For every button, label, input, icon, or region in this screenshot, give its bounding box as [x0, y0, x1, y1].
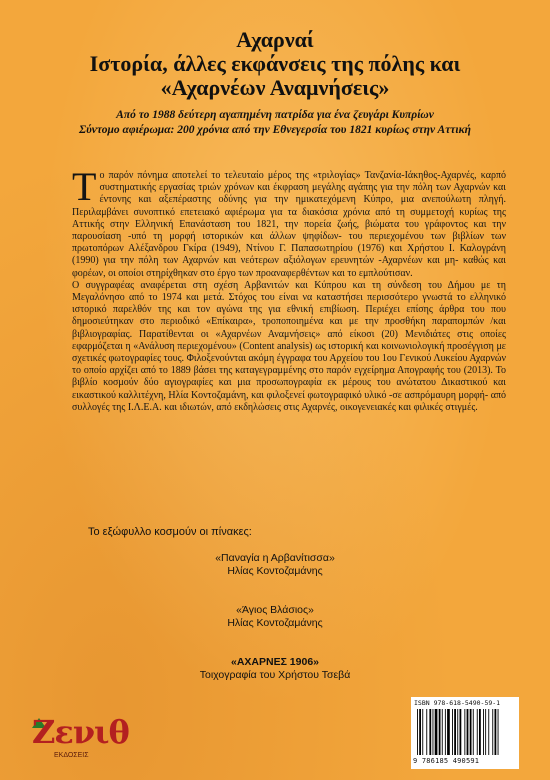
book-title-line-1: Αχαρναί [236, 27, 314, 52]
painting-title: «Άγιος Βλάσιος» [236, 604, 314, 616]
isbn-label: ISBN 978-618-5490-59-1 [414, 699, 501, 707]
painting-credit-3 [0, 656, 550, 682]
book-title-line-3: «Αχαρνέων Αναμνήσεις» [160, 75, 390, 100]
painting-credit-1 [0, 552, 550, 578]
book-title-line-2: Ιστορία, άλλες εκφάνσεις της πόλης και [89, 51, 461, 76]
barcode-digits: 9 786185 490591 [413, 757, 480, 765]
drop-cap: Τ [72, 164, 97, 209]
painting-credit-2 [0, 604, 550, 630]
blurb-paragraph-2: Ο συγγραφέας αναφέρεται στη σχέση Αρβανιτών και Κύπρου και τη σύνδεση του Δήμου με τη Μεγαλόνησο από το 1974 και μετά. Στόχος του είναι να καταστήσει περισσότερο γνωστά το ελληνικό ιστορικό παρελθόν της και τον αγώνα της για εθνική επιβίωση. Περιέχει επίσης άρθρα του που δημοσιεύτηκαν στο περιοδικό «Επίκαιρα», τροποποιημένα και με την προσθήκη παραπομπών /και βιβλιογραφίας. Παρατίθενται οι «Αχαρνέων Αναμνήσεις» από είκοσι (20) Μενιδιάτες στις οποίες εφαρμόζεται η «Ανάλυση περιεχομένου» (Content analysis) ως ιστορική και κοινωνιολογική προσέγγιση με σχετικές φωτογραφίες τους. Φιλοξενούνται ακόμη έγγραφα του Αρχείου του 1ου Γενικού Λυκείου Αχαρνών το οποίο αρχίζει από το 1889 βάσει της καταγεγραμμένης στο παρόν εγχείρημα Απογραφής του (2013). Το βιβλίο κοσμούν δύο αγιογραφίες και μια προσωπογραφία εκ μέρους του ανώτατου Δικαστικού και εικαστικού καλλιτέχνη, Ηλία Κοντοζαμάνη, και φιλοξενεί φωτογραφικό υλικό -σε ασπρόμαυρη μορφή- από συλλογές της Ι.Λ.Ε.Α. και ιδιωτών, από εκδηλώσεις στις Αχαρνές, οικογενειακές και φιλικές στιγμές. [72, 279, 506, 413]
painting-artist: Ηλίας Κοντοζαμάνης [227, 617, 323, 629]
subtitle-2: Σύντομο αφιέρωμα: 200 χρόνια από την Εθνεγερσία του 1821 κυρίως στην Αττική [78, 124, 471, 136]
cover-paintings-heading: Το εξώφυλλο κοσμούν οι πίνακες: [88, 526, 252, 538]
blurb-paragraph-1 [72, 164, 506, 280]
publisher-logo-text: Ζενιθ [32, 713, 129, 751]
painting-artist: Τοιχογραφία του Χρήστου Τσεβά [199, 669, 351, 681]
subtitle-1: Από το 1988 δεύτερη αγαπημένη πατρίδα για ένα ζευγάρι Κυπρίων [116, 109, 434, 121]
blurb-text [72, 164, 506, 414]
publisher-logo [28, 712, 129, 768]
painting-title: «Παναγία η Αρβανίτισσα» [215, 552, 335, 564]
isbn-barcode [411, 697, 519, 769]
painting-title: «ΑΧΑΡΝΕΣ 1906» [230, 656, 319, 668]
barcode-bars [417, 709, 513, 755]
title-block [0, 28, 550, 138]
painting-artist: Ηλίας Κοντοζαμάνης [227, 565, 323, 577]
publisher-logo-subtext: ΕΚΔΟΣΕΙΣ [54, 752, 89, 759]
blurb-paragraph-1-text: ο παρόν πόνημα αποτελεί το τελευταίο μέρος της «τριλογίας» Τανζανία-Ιάκηθος-Αχαρνές, καρπό συστηματικής εργασίας τριών χρόνων και έκφραση μεγάλης αγάπης για την πόλη των Αχαρνών και έντονης και αξεπέραστης οδύνης για την ημικατεχόμενη Κύπρο, μια ανεπούλωτη πληγή. Περιλαμβάνει συνοπτικό επετειακό αφιέρωμα για τα διακόσια χρόνια από τη συμμετοχή κυρίως της Αττικής στην Ελληνική Επανάσταση του 1821, την πορεία ζωής, βιώματα του γράφοντος και την παρουσίαση -υπό τη μορφή ιστορικών και άλλων ψηφίδων- του περιεχομένου των βιβλίων των πρωτοπόρων Αλέξανδρου Γκίρα (1949), Ντίνου Γ. Παπασωτηρίου (1976) και Χρήστου Ι. Καλογράνη (1990) για την πόλη των Αχαρνών και νεότερων αξιόλογων ερευνητών -Αχαρνέων και μη- καθώς και φορέων, οι οποίοι στηρίχθηκαν στο έργο των προαναφερθέντων και το εμπλούτισαν. [72, 170, 506, 279]
